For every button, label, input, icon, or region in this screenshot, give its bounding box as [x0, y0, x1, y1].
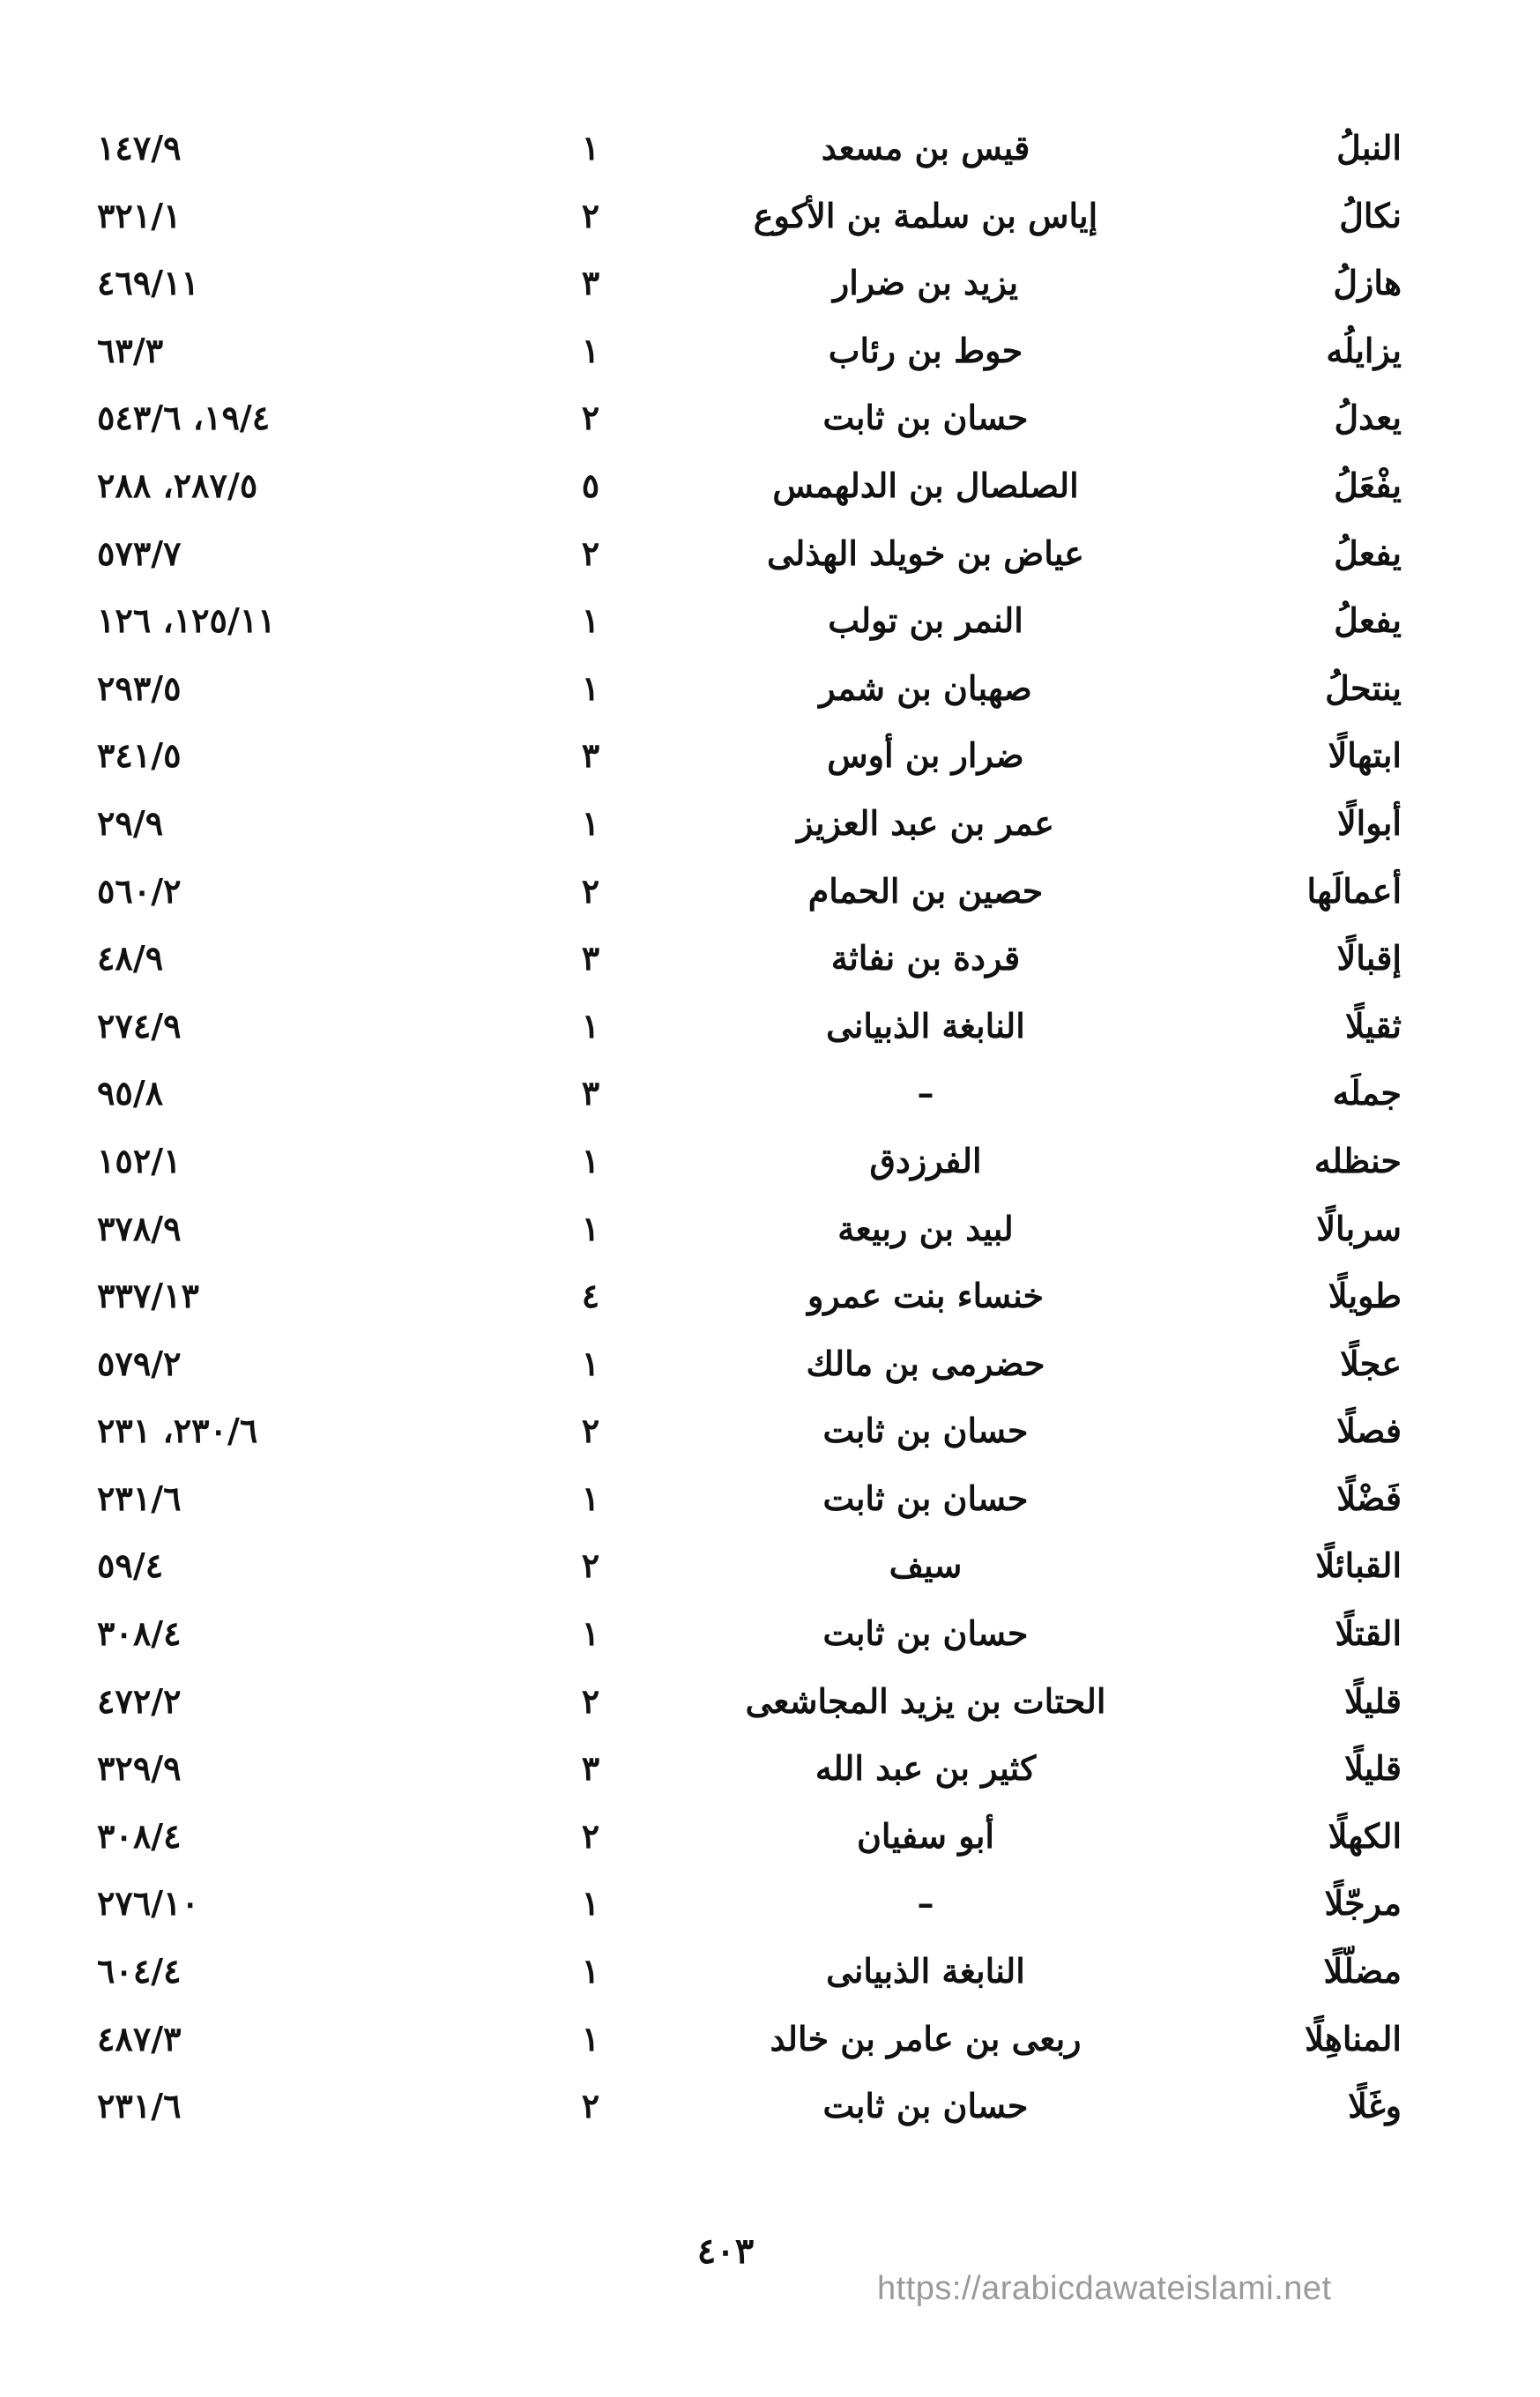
- table-row: [97, 790, 1402, 858]
- poet-cell: الفرزدق: [869, 1140, 982, 1180]
- verse-count-cell: ٢: [581, 1815, 600, 1856]
- rhyme-cell: هازلُ: [1333, 263, 1402, 303]
- reference-cell: ٢٣١/٦: [97, 1478, 182, 1518]
- rhyme-cell: قليلًا: [1344, 1748, 1402, 1789]
- table-row: [97, 1397, 1402, 1465]
- verse-count-cell: ٢: [581, 870, 600, 911]
- poet-cell: حوط بن رئاب: [828, 330, 1023, 370]
- verse-count-cell: ٣: [581, 263, 600, 303]
- poet-cell: أبو سفيان: [856, 1815, 994, 1856]
- rhyme-cell: فَضْلًا: [1336, 1478, 1402, 1518]
- rhyme-cell: المناهِلًا: [1305, 2018, 1402, 2058]
- verse-count-cell: ١: [581, 2018, 600, 2058]
- poet-cell: ضرار بن أوس: [827, 735, 1024, 776]
- table-row: [97, 925, 1402, 993]
- verse-count-cell: ١: [581, 1883, 600, 1924]
- verse-count-cell: ١: [581, 667, 600, 708]
- rhyme-cell: ابتهالًا: [1328, 735, 1402, 776]
- table-row: [97, 1870, 1402, 1938]
- verse-count-cell: ١: [581, 1951, 600, 1991]
- rhyme-cell: القبائلًا: [1315, 1545, 1402, 1586]
- verse-count-cell: ٥: [581, 465, 600, 505]
- verse-count-cell: ١: [581, 1613, 600, 1654]
- table-row: [97, 452, 1402, 520]
- rhyme-cell: فصلًا: [1336, 1411, 1402, 1451]
- rhyme-cell: جملَه: [1332, 1073, 1402, 1113]
- rhyme-cell: أعمالَها: [1306, 870, 1402, 911]
- poet-cell: كثير بن عبد الله: [815, 1748, 1037, 1789]
- rhyme-cell: يزايلُه: [1326, 330, 1402, 370]
- reference-cell: ٢٣١/٦: [97, 2086, 182, 2126]
- poet-cell: حسان بن ثابت: [822, 1411, 1029, 1451]
- table-row: [97, 1938, 1402, 2006]
- rhyme-cell: طويلًا: [1328, 1276, 1402, 1316]
- verse-count-cell: ١: [581, 1478, 600, 1518]
- reference-cell: ٣٤١/٥: [97, 735, 182, 776]
- poet-cell: النابغة الذبيانى: [826, 1005, 1025, 1046]
- table-row: [97, 1803, 1402, 1871]
- verse-count-cell: ٢: [581, 398, 600, 438]
- reference-cell: ٥٧٩/٢: [97, 1343, 182, 1383]
- verse-count-cell: ١: [581, 1208, 600, 1248]
- verse-count-cell: ٤: [581, 1276, 600, 1316]
- poet-cell: –: [917, 1883, 934, 1924]
- reference-cell: ٢٧٤/٩: [97, 1005, 182, 1046]
- verse-count-cell: ١: [581, 1343, 600, 1383]
- verse-count-cell: ١: [581, 1140, 600, 1180]
- verse-count-cell: ٣: [581, 735, 600, 776]
- verse-count-cell: ٢: [581, 1680, 600, 1721]
- poet-cell: النابغة الذبيانى: [826, 1951, 1025, 1991]
- poet-cell: ربعى بن عامر بن خالد: [770, 2018, 1082, 2058]
- reference-cell: ٣٢١/١: [97, 195, 182, 235]
- table-row: [97, 1668, 1402, 1736]
- table-row: [97, 1262, 1402, 1330]
- reference-cell: ٤٧٢/٢: [97, 1680, 182, 1721]
- poet-cell: يزيد بن ضرار: [832, 263, 1019, 303]
- table-row: [97, 1195, 1402, 1263]
- reference-cell: ٥٩/٤: [97, 1545, 164, 1586]
- reference-cell: ٣٣٧/١٣: [97, 1276, 199, 1316]
- table-row: [97, 182, 1402, 250]
- reference-cell: ٢٨٧/٥، ٢٨٨: [97, 465, 258, 505]
- poetry-index-table: [97, 115, 1402, 2140]
- table-row: [97, 1128, 1402, 1195]
- reference-cell: ٢٧٦/١٠: [97, 1883, 199, 1924]
- poet-cell: إياس بن سلمة بن الأكوع: [753, 195, 1098, 235]
- reference-cell: ٥٧٣/٧: [97, 532, 182, 573]
- reference-cell: ٦٣/٣: [97, 330, 164, 370]
- source-watermark: https://arabicdawateislami.net: [877, 2270, 1332, 2307]
- table-row: [97, 384, 1402, 452]
- rhyme-cell: يفعلُ: [1334, 600, 1402, 641]
- poet-cell: الصلصال بن الدلهمس: [772, 465, 1079, 505]
- table-row: [97, 1465, 1402, 1533]
- poet-cell: عياض بن خويلد الهذلى: [767, 532, 1084, 573]
- rhyme-cell: أبوالًا: [1337, 802, 1402, 843]
- table-row: [97, 2006, 1402, 2073]
- table-row: [97, 722, 1402, 790]
- rhyme-cell: إقبالًا: [1336, 938, 1402, 979]
- reference-cell: ١٢٥/١١، ١٢٦: [97, 600, 276, 641]
- verse-count-cell: ٣: [581, 1073, 600, 1113]
- rhyme-cell: مرجّلًا: [1324, 1883, 1402, 1924]
- rhyme-cell: نكالُ: [1339, 195, 1402, 235]
- verse-count-cell: ٢: [581, 1411, 600, 1451]
- verse-count-cell: ٢: [581, 1545, 600, 1586]
- reference-cell: ١٩/٤، ٥٤٣/٦: [97, 398, 271, 438]
- reference-cell: ٤٦٩/١١: [97, 263, 199, 303]
- table-row: [97, 1330, 1402, 1398]
- table-row: [97, 115, 1402, 182]
- table-row: [97, 858, 1402, 926]
- table-row: [97, 520, 1402, 588]
- rhyme-cell: يعدلُ: [1334, 398, 1402, 438]
- poet-cell: حسان بن ثابت: [822, 2086, 1029, 2126]
- reference-cell: ١٤٧/٩: [97, 128, 182, 167]
- poet-cell: قيس بن مسعد: [821, 128, 1030, 167]
- table-row: [97, 1600, 1402, 1668]
- table-row: [97, 317, 1402, 385]
- reference-cell: ٣٢٩/٩: [97, 1748, 182, 1789]
- rhyme-cell: مضلّلًا: [1323, 1951, 1402, 1991]
- rhyme-cell: النبلُ: [1336, 128, 1402, 167]
- table-row: [97, 1532, 1402, 1600]
- table-row: [97, 587, 1402, 655]
- verse-count-cell: ١: [581, 802, 600, 843]
- poet-cell: خنساء بنت عمرو: [807, 1276, 1045, 1316]
- reference-cell: ٣٧٨/٩: [97, 1208, 182, 1248]
- verse-count-cell: ١: [581, 330, 600, 370]
- rhyme-cell: قليلًا: [1344, 1680, 1402, 1721]
- verse-count-cell: ١: [581, 1005, 600, 1046]
- table-row: [97, 993, 1402, 1061]
- rhyme-cell: القتلًا: [1335, 1613, 1402, 1654]
- poet-cell: النمر بن تولب: [828, 600, 1023, 641]
- verse-count-cell: ٣: [581, 938, 600, 979]
- rhyme-cell: سربالًا: [1316, 1208, 1402, 1248]
- page-number: ٤٠٣: [696, 2230, 755, 2272]
- reference-cell: ٢٩/٩: [97, 802, 164, 843]
- rhyme-cell: ثقيلًا: [1345, 1005, 1402, 1046]
- verse-count-cell: ٢: [581, 195, 600, 235]
- table-row: [97, 1060, 1402, 1128]
- table-row: [97, 655, 1402, 723]
- reference-cell: ٢٣٠/٦، ٢٣١: [97, 1411, 258, 1451]
- table-row: [97, 1735, 1402, 1803]
- reference-cell: ٤٨/٩: [97, 938, 164, 979]
- reference-cell: ٢٩٣/٥: [97, 667, 182, 708]
- reference-cell: ٥٦٠/٢: [97, 870, 182, 911]
- reference-cell: ٤٨٧/٣: [97, 2018, 182, 2058]
- reference-cell: ٦٠٤/٤: [97, 1951, 182, 1991]
- rhyme-cell: حنظله: [1313, 1140, 1402, 1180]
- verse-count-cell: ٢: [581, 2086, 600, 2126]
- poet-cell: –: [917, 1073, 934, 1113]
- reference-cell: ٣٠٨/٤: [97, 1613, 182, 1654]
- verse-count-cell: ٢: [581, 532, 600, 573]
- verse-count-cell: ١: [581, 128, 600, 167]
- rhyme-cell: ينتحلُ: [1325, 667, 1402, 708]
- rhyme-cell: يفْعَلُ: [1334, 465, 1402, 505]
- verse-count-cell: ١: [581, 600, 600, 641]
- poet-cell: حسان بن ثابت: [822, 1478, 1029, 1518]
- rhyme-cell: يفعلُ: [1334, 532, 1402, 573]
- poet-cell: الحتات بن يزيد المجاشعى: [745, 1680, 1106, 1721]
- rhyme-cell: وغَلًا: [1348, 2086, 1402, 2126]
- poet-cell: سيف: [889, 1545, 963, 1586]
- rhyme-cell: الكهلًا: [1328, 1815, 1402, 1856]
- poet-cell: حصين بن الحمام: [807, 870, 1044, 911]
- poet-cell: حسان بن ثابت: [822, 398, 1029, 438]
- verse-count-cell: ٣: [581, 1748, 600, 1789]
- table-row: [97, 2073, 1402, 2140]
- reference-cell: ٩٥/٨: [97, 1073, 164, 1113]
- poet-cell: حسان بن ثابت: [822, 1613, 1029, 1654]
- rhyme-cell: عجلًا: [1340, 1343, 1402, 1383]
- table-row: [97, 249, 1402, 317]
- reference-cell: ١٥٢/١: [97, 1140, 182, 1180]
- poet-cell: لبيد بن ربيعة: [837, 1208, 1014, 1248]
- poet-cell: صهبان بن شمر: [819, 667, 1032, 708]
- reference-cell: ٣٠٨/٤: [97, 1815, 182, 1856]
- poet-cell: عمر بن عبد العزيز: [797, 802, 1054, 843]
- poet-cell: حضرمى بن مالك: [806, 1343, 1045, 1383]
- poet-cell: قردة بن نفاثة: [830, 938, 1021, 979]
